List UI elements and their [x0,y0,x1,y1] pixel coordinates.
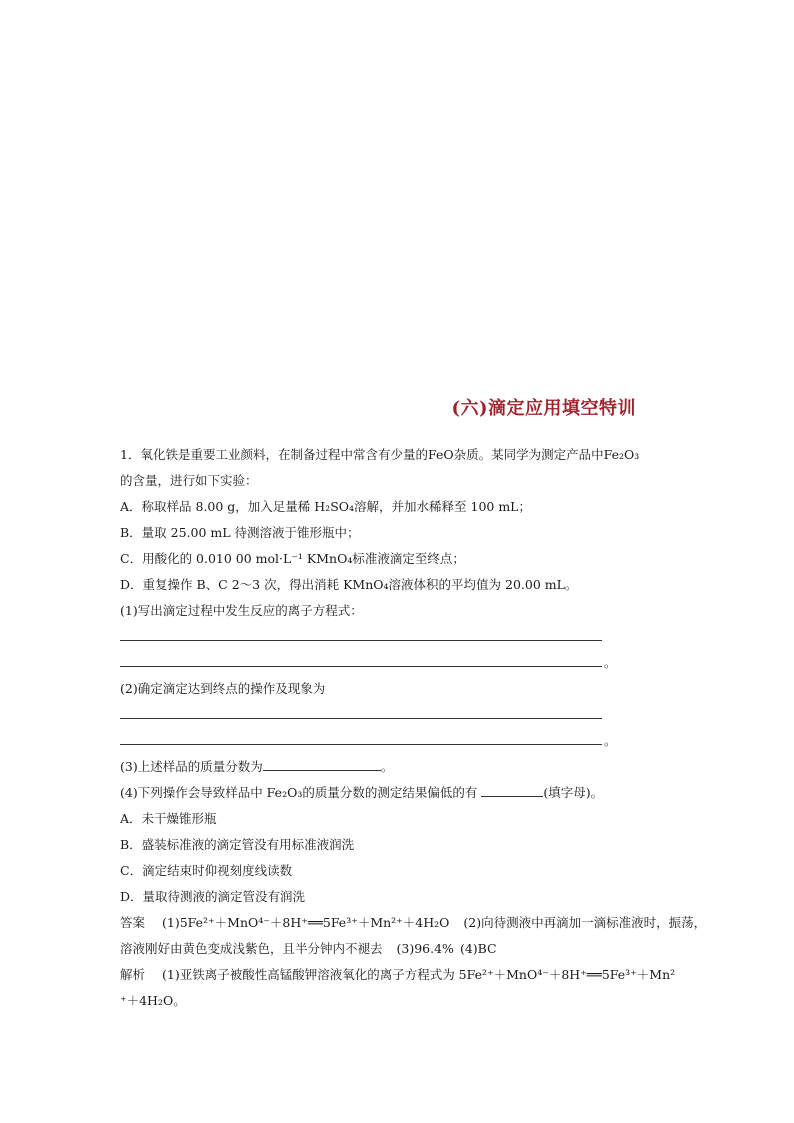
sub-question-4-text: (4)下列操作会导致样品中 Fe₂O₃的质量分数的测定结果偏低的有 [120,785,478,800]
option-b: B．盛装标准液的滴定管没有用标准液润洗 [120,837,355,852]
answer-part-1: (1)5Fe²⁺＋MnO⁴⁻＋8H⁺══5Fe³⁺＋Mn²⁺＋4H₂O [162,915,450,930]
answer-line-2 [120,936,680,962]
step-d: D．重复操作 B、C 2～3 次，得出消耗 KMnO₄溶液体积的平均值为 20.00 mL。 [120,577,578,592]
step-c: C．用酸化的 0.010 00 mol·L⁻¹ KMnO₄标准液滴定至终点； [120,551,465,566]
option-d: D．量取待测液的滴定管没有润洗 [120,889,306,904]
answer-blank-line [120,624,680,650]
answer-part-3: (3)96.4% [396,941,454,956]
answer-part-2a: (2)向待测液中再滴加一滴标准液时，振荡， [463,915,707,930]
sub-question-4-suffix: (填字母)。 [543,785,604,800]
answer-line-1 [120,910,707,936]
blank-rule [120,640,602,641]
answer-blank-line [120,702,680,728]
question-content [120,442,707,1014]
fill-blank [481,782,543,797]
analysis-label: 解析 [120,967,146,982]
blank-rule [120,744,602,745]
analysis-line-1 [120,962,680,988]
step-a: A．称取样品 8.00 g，加入足量稀 H₂SO₄溶解，并加水稀释至 100 mL； [120,499,531,514]
blank-rule [120,666,602,667]
answer-part-2b: 溶液刚好由黄色变成浅紫色，且半分钟内不褪去 [120,941,383,956]
answer-part-4: (4)BC [459,941,497,956]
answer-blank-line [120,728,680,754]
fill-blank [263,756,381,771]
period-mark: 。 [604,733,617,748]
question-intro-line-2: 的含量，进行如下实验： [120,473,258,488]
sub-question-2: (2)确定滴定达到终点的操作及现象为 [120,681,326,696]
option-a: A．未干燥锥形瓶 [120,811,217,826]
step-b: B．量取 25.00 mL 待测溶液于锥形瓶中； [120,525,360,540]
sub-question-4 [120,780,680,806]
option-c: C．滴定结束时仰视刻度线读数 [120,863,293,878]
period-mark: 。 [604,655,617,670]
sub-question-3-text: (3)上述样品的质量分数为 [120,759,263,774]
analysis-line-2: ⁺＋4H₂O。 [120,993,186,1008]
blank-rule [120,718,602,719]
sub-question-3 [120,754,680,780]
answer-label: 答案 [120,915,146,930]
question-intro-line-1: 1．氧化铁是重要工业颜料，在制备过程中常含有少量的FeO杂质。某同学为测定产品中Fe₂O₃ [120,447,640,462]
answer-blank-line [120,650,680,676]
sub-question-1: (1)写出滴定过程中发生反应的离子方程式： [120,603,363,618]
section-title: (六)滴定应用填空特训 [451,398,636,419]
period-mark: 。 [380,759,394,774]
analysis-text-1: (1)亚铁离子被酸性高锰酸钾溶液氧化的离子方程式为 5Fe²⁺＋MnO⁴⁻＋8H⁺══5Fe³⁺＋Mn² [162,967,676,982]
